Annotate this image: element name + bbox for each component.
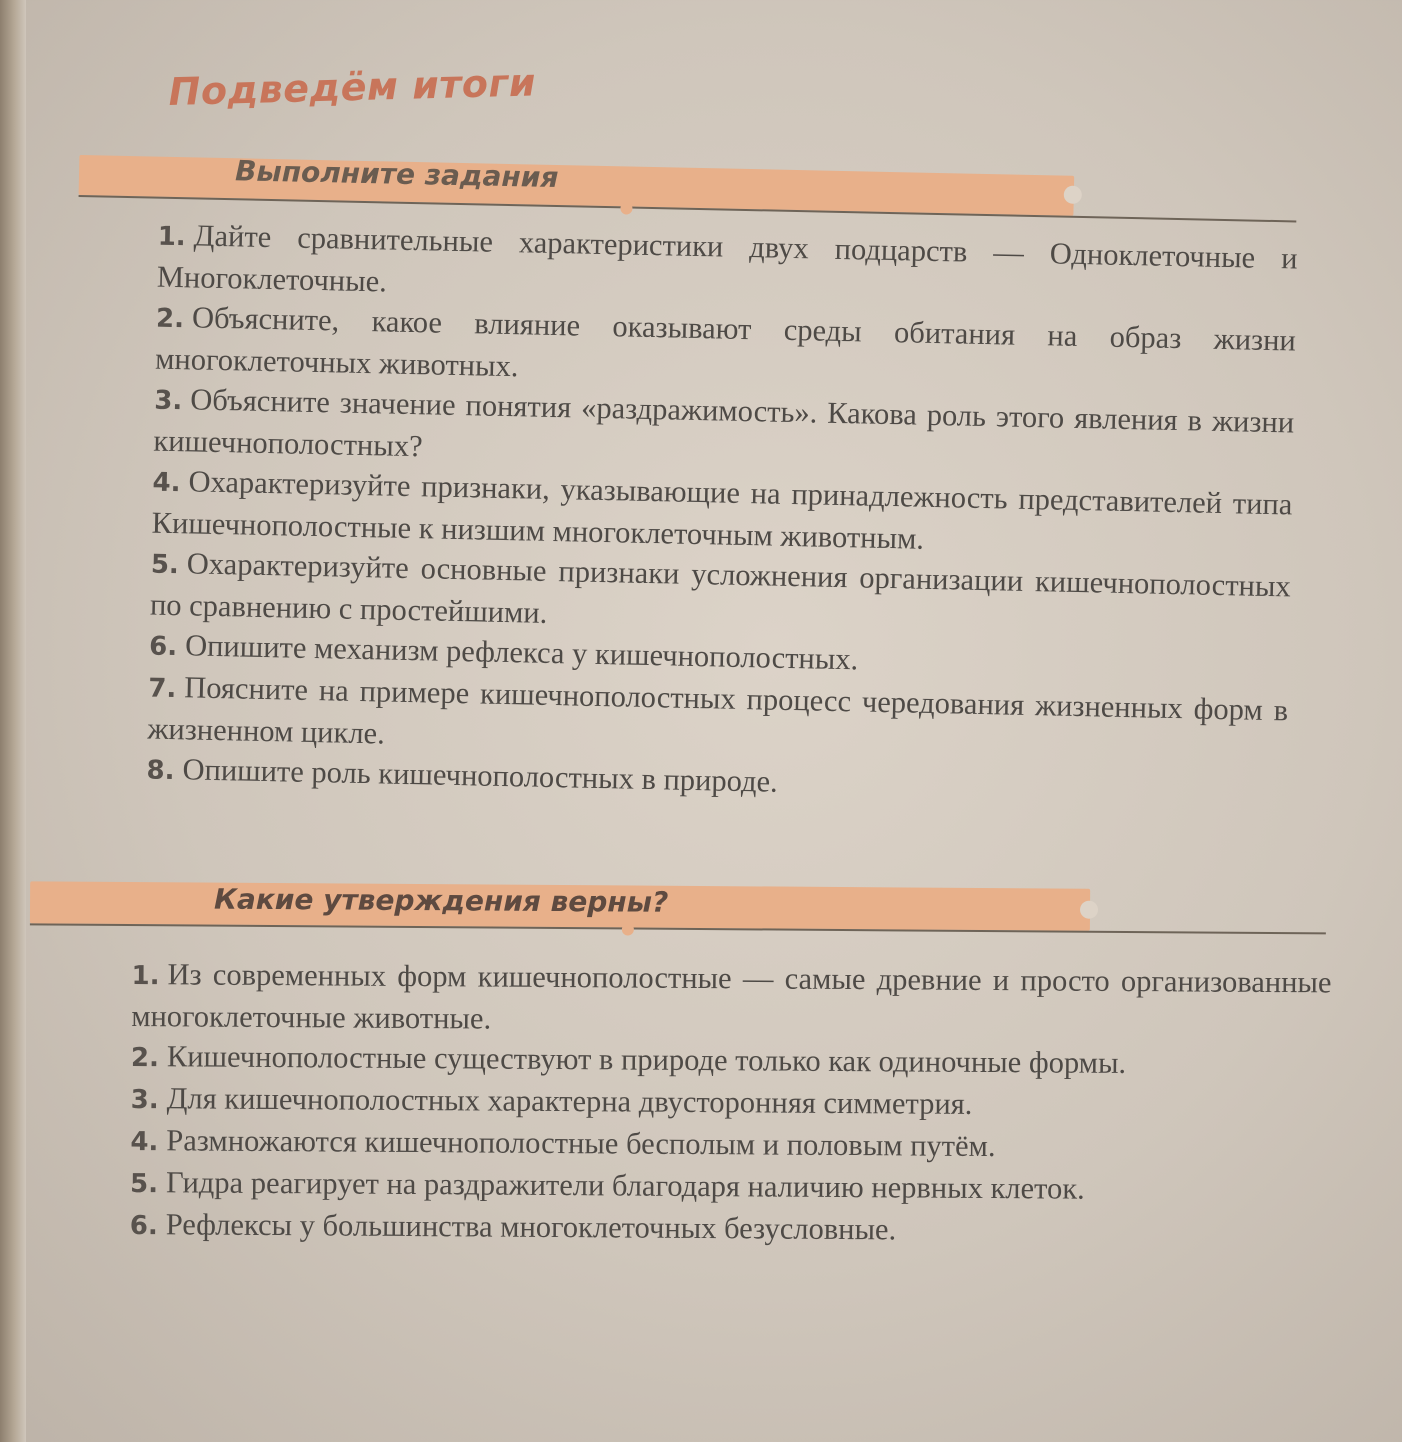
item-number: 2. bbox=[130, 1043, 160, 1074]
item-number: 1. bbox=[131, 961, 160, 992]
statements-list bbox=[130, 954, 1332, 1254]
statements-banner bbox=[0, 867, 1402, 933]
item-text: Объясните значение понятия «раздражимость». Какова роль этого явления в жизни кишечнополостных? bbox=[153, 382, 1295, 464]
item-number: 3. bbox=[153, 385, 183, 417]
item-number: 7. bbox=[147, 673, 177, 705]
item-text: Охарактеризуйте основные признаки усложнения организации кишечнополостных по сравнению с простейшими. bbox=[149, 546, 1292, 630]
item-text: Размножаются кишечнополостные бесполым и половым путём. bbox=[166, 1123, 996, 1164]
tasks-list bbox=[146, 215, 1298, 815]
item-number: 5. bbox=[129, 1169, 159, 1200]
list-item bbox=[130, 1204, 1330, 1254]
page-title: Подведём итоги bbox=[168, 60, 537, 114]
item-text: Объясните, какое влияние оказывают среды обитания на образ жизни многоклеточных животных. bbox=[154, 300, 1297, 384]
item-text: Поясните на примере кишечнополостных процесс чередования жизненных форм в жизненном цикле. bbox=[147, 670, 1289, 751]
tasks-section bbox=[0, 135, 1402, 799]
banner-drop bbox=[622, 923, 634, 935]
item-number: 2. bbox=[155, 303, 185, 335]
banner-notch bbox=[1080, 901, 1098, 919]
statements-section bbox=[0, 867, 1402, 1247]
item-text: Опишите механизм рефлекса у кишечнополостных. bbox=[184, 628, 859, 677]
item-text: Для кишечнополостных характерна двусторонняя симметрия. bbox=[166, 1081, 973, 1121]
item-text: Гидра реагирует на раздражители благодаря наличию нервных клеток. bbox=[165, 1165, 1085, 1206]
item-text: Опишите роль кишечнополостных в природе. bbox=[182, 752, 779, 799]
item-text: Дайте сравнительные характеристики двух подцарств — Одноклеточные и Многоклеточные. bbox=[156, 218, 1298, 299]
item-number: 6. bbox=[129, 1211, 158, 1242]
item-number: 6. bbox=[148, 631, 178, 663]
item-number: 4. bbox=[152, 467, 181, 499]
item-number: 3. bbox=[130, 1085, 159, 1116]
tasks-heading: Выполните задания bbox=[234, 154, 559, 195]
item-number: 5. bbox=[150, 549, 180, 581]
list-item bbox=[131, 954, 1332, 1044]
item-text: Охарактеризуйте признаки, указывающие на принадлежность представителей типа Кишечнополостные к низшим многоклеточным животным. bbox=[151, 464, 1293, 556]
item-number: 1. bbox=[157, 221, 187, 253]
banner-drop bbox=[620, 202, 632, 214]
item-number: 8. bbox=[146, 755, 175, 787]
item-text: Из современных форм кишечнополостные — самые древние и просто организованные многоклеточные животные. bbox=[131, 957, 1332, 1036]
banner-notch bbox=[1064, 186, 1082, 204]
statements-heading: Какие утверждения верны? bbox=[213, 882, 669, 919]
item-number: 4. bbox=[130, 1127, 159, 1158]
item-text: Рефлексы у большинства многоклеточных безусловные. bbox=[165, 1207, 897, 1247]
item-text: Кишечнополостные существуют в природе только как одиночные формы. bbox=[166, 1039, 1127, 1080]
tasks-banner bbox=[1, 135, 1402, 220]
